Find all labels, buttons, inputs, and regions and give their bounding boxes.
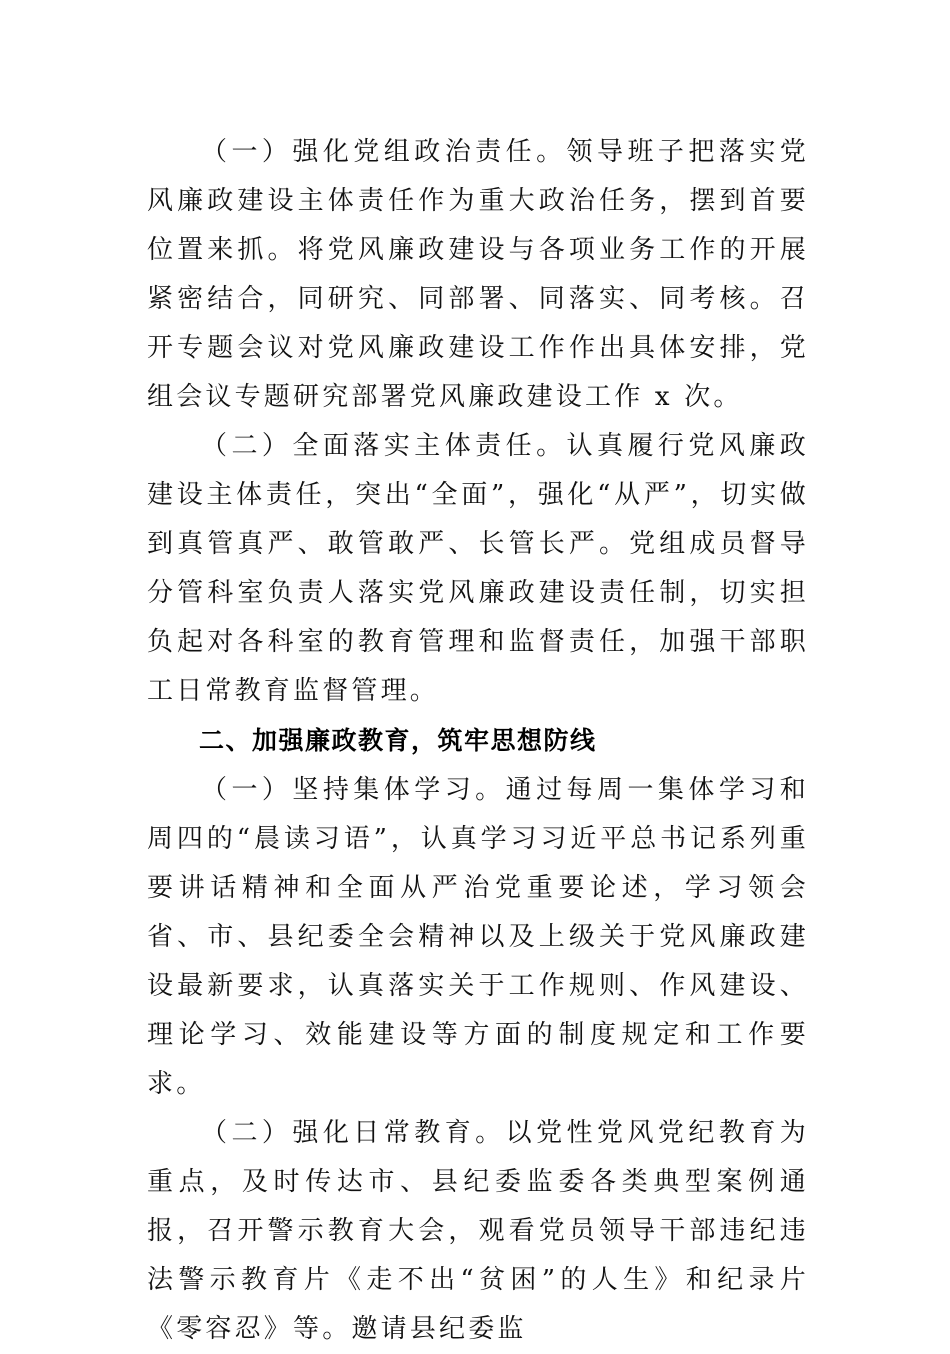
- paragraph-implement-main-responsibility: （二）全面落实主体责任。认真履行党风廉政建设主体责任，突出“全面”，强化“从严”，切实做到真管真严、敢管敢严、长管长严。党组成员督导分管科室负责人落实党风廉政建设责任制，切实担负起对各科室的教育管理和监督责任，加强干部职工日常教育监督管理。: [147, 431, 809, 706]
- section-heading-integrity-education: 二、加强廉政教育，筑牢思想防线: [199, 726, 597, 755]
- paragraph-daily-education: （二）强化日常教育。以党性党风党纪教育为重点，及时传达市、县纪委监委各类典型案例通报，召开警示教育大会，观看党员领导干部违纪违法警示教育片《走不出“贫困”的人生》和纪录片《零容忍》等。邀请县纪委监: [147, 1118, 809, 1344]
- paragraph-collective-study: （一）坚持集体学习。通过每周一集体学习和周四的“晨读习语”，认真学习习近平总书记系列重要讲话精神和全面从严治党重要论述，学习领会省、市、县纪委全会精神以及上级关于党风廉政建设最新要求，认真落实关于工作规则、作风建设、理论学习、效能建设等方面的制度规定和工作要求。: [147, 775, 809, 1099]
- document-body: [147, 128, 809, 1354]
- paragraph-strengthen-party-group-responsibility: （一）强化党组政治责任。领导班子把落实党风廉政建设主体责任作为重大政治任务，摆到首要位置来抓。将党风廉政建设与各项业务工作的开展紧密结合，同研究、同部署、同落实、同考核。召开专题会议对党风廉政建设工作作出具体安排，党组会议专题研究部署党风廉政建设工作 x 次。: [147, 137, 809, 412]
